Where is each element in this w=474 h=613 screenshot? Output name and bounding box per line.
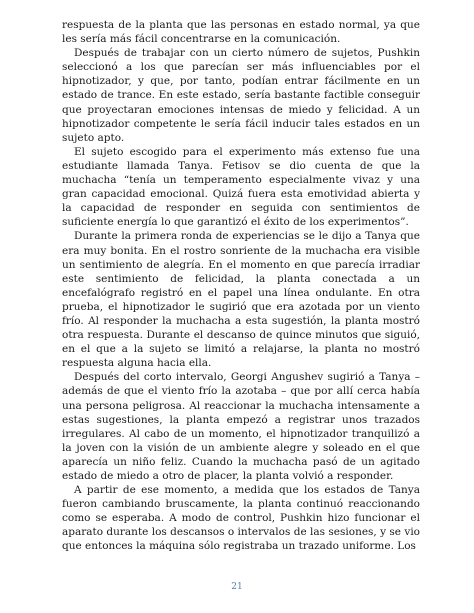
page-number: 21: [231, 582, 243, 592]
paragraph-5: Después del corto intervalo, Georgi Angushev sugirió a Tanya – además de que el viento frío la azotaba – que por allí cerca había una persona peligrosa. Al reaccionar la muchacha intensamente a estas sugestiones, la planta empezó a registrar unos trazados irregulares. Al cabo de un momento, el hipnotizador tranquilizó a la joven con la visión de un ambiente alegre y soleado en el que aparecía un niño feliz. Cuando la muchacha pasó de un agitado estado de miedo a otro de placer, la planta volvió a responder.: [62, 371, 420, 482]
page-body: [62, 18, 420, 554]
paragraph-3: El sujeto escogido para el experimento más extenso fue una estudiante llamada Tanya. Fetisov se dio cuenta de que la muchacha “tenía un temperamento especialmente vivaz y una gran capacidad emocional. Quizá fuera esta emotividad abierta y la capacidad de responder en seguida con sentimientos de suficiente energía lo que garantizó el éxito de los experimentos”.: [62, 145, 420, 229]
paragraph-6: A partir de ese momento, a medida que los estados de Tanya fueron cambiando bruscamente, la planta continuó reaccionando como se esperaba. A modo de control, Pushkin hizo funcionar el aparato durante los descansos o intervalos de las sesiones, y se vio que entonces la máquina sólo registraba un trazado uniforme. Los: [62, 484, 420, 553]
paragraph-2: Después de trabajar con un cierto número de sujetos, Pushkin seleccionó a los que parecían ser más influenciables por el hipnotizador, y que, por tanto, podían entrar fácilmente en un estado de trance. En este estado, sería bastante factible conseguir que proyectaran emociones intensas de miedo y felicidad. A un hipnotizador competente le sería fácil inducir tales estados en un sujeto apto.: [62, 47, 420, 144]
paragraph-1: respuesta de la planta que las personas en estado normal, ya que les sería más fácil concentrarse en la comunicación.: [62, 19, 420, 46]
paragraph-4: Durante la primera ronda de experiencias se le dijo a Tanya que era muy bonita. En el rostro sonriente de la muchacha era visible un sentimiento de alegría. En el momento en que parecía irradiar este sentimiento de felicidad, la planta conectada a un encefalógrafo registró en el papel una línea ondulante. En otra prueba, el hipnotizador le sugirió que era azotada por un viento frío. Al responder la muchacha a esta sugestión, la planta mostró otra respuesta. Durante el descanso de quince minutos que siguió, en el que a la sujeto se limitó a relajarse, la planta no mostró respuesta alguna hacia ella.: [62, 230, 420, 370]
